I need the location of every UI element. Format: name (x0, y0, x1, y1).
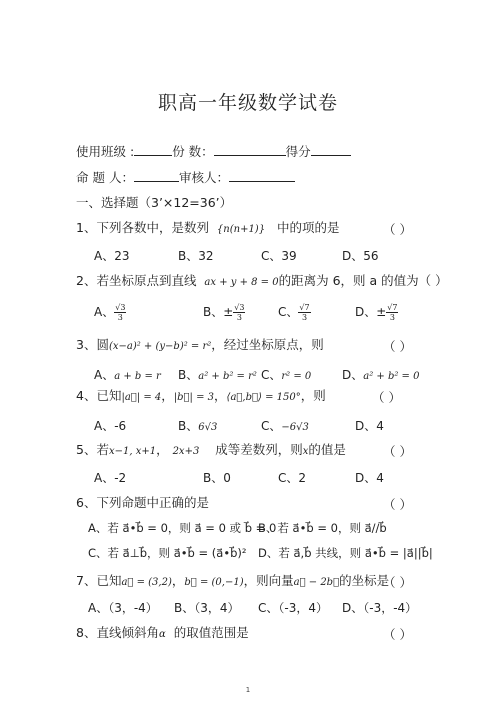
question-2-stem: 2、若坐标原点到直线 ax + y + 8 = 0的距离为 6，则 a 的值为（ ） (76, 273, 448, 288)
question-8-stem: 8、直线倾斜角α 的取值范围是 (76, 625, 249, 640)
question-2-option-b[interactable]: B、± $\frac{√3}{3}$ (203, 303, 245, 322)
question-2-option-c-fraction: $\frac{√7}{3}$ (299, 303, 310, 322)
author-label: 命 题 人： (76, 170, 134, 185)
page-number: 1 (245, 686, 251, 694)
question-5-option-c[interactable]: C、2 (278, 471, 307, 485)
question-3-formula: (x−a)² + (y−b)² = r² (108, 341, 212, 352)
question-7-stem: 7、已知a⃗ = (3,2)，b⃗ = (0,−1)，则向量a⃗ − 2b⃗的坐标是 (76, 573, 390, 588)
class-label: 使用班级 : (76, 144, 135, 159)
question-2-option-b-fraction: $\frac{√3}{3}$ (234, 303, 245, 322)
question-2-option-d-fraction: $\frac{√7}{3}$ (387, 303, 398, 322)
question-3-option-d[interactable]: D、a² + b² = 0 (342, 368, 420, 382)
question-5-answer-paren[interactable]: （ ） (383, 444, 412, 459)
question-7-option-a[interactable]: A、（3，-4） (88, 601, 158, 615)
question-6-stem: 6、下列命题中正确的是 (76, 495, 209, 510)
question-5-option-d[interactable]: D、4 (355, 471, 384, 485)
question-7-option-b[interactable]: B、（3，4） (174, 601, 240, 615)
copies-blank[interactable] (214, 143, 286, 156)
question-1-option-b[interactable]: B、32 (178, 249, 214, 263)
copies-label: 份 数： (172, 144, 214, 159)
question-7-option-d[interactable]: D、（-3，-4） (342, 601, 418, 615)
author-blank[interactable] (134, 169, 179, 182)
question-2-option-a[interactable]: A、 $\frac{√3}{3}$ (94, 303, 126, 322)
question-7-answer-paren[interactable]: （ ） (383, 575, 412, 590)
question-2-option-c[interactable]: C、 $\frac{√7}{3}$ (278, 303, 310, 322)
question-4-stem: 4、已知|a⃗| = 4，|b⃗| = 3，⟨a⃗,b⃗⟩ = 150°，则 (76, 388, 326, 403)
question-2-formula: ax + y + 8 = 0 (204, 277, 279, 288)
question-5-option-b[interactable]: B、0 (203, 471, 231, 485)
page-title: 职高一年级数学试卷 (157, 92, 338, 114)
question-4-option-c[interactable]: C、−6√3 (261, 419, 309, 433)
question-1-option-a[interactable]: A、23 (94, 249, 130, 263)
question-6-answer-paren[interactable]: （ ） (383, 497, 412, 512)
question-3-stem: 3、圆(x−a)² + (y−b)² = r²，经过坐标原点，则 (76, 337, 324, 352)
author-info-line (76, 169, 295, 186)
question-5-stem: 5、若x−1, x+1， 2x+3 成等差数列，则x的值是 (76, 442, 346, 457)
question-1-stem: 1、下列各数中，是数列 {n(n+1)} 中的项的是 (76, 220, 340, 235)
question-6-option-d[interactable]: D、若 a⃗,b⃗ 共线，则 a⃗•b⃗ = |a⃗||b⃗| (258, 546, 433, 560)
question-3-option-b[interactable]: B、a² + b² = r² (178, 368, 257, 382)
question-3-answer-paren[interactable]: （ ） (383, 339, 412, 354)
question-1-answer-paren[interactable]: （ ） (383, 222, 412, 237)
class-blank[interactable] (134, 143, 172, 156)
question-2-option-a-fraction: $\frac{√3}{3}$ (115, 303, 126, 322)
question-6-option-b[interactable]: B、若 a⃗•b⃗ = 0，则 a⃗//b⃗ (258, 521, 387, 535)
class-info-line (76, 143, 351, 160)
question-3-option-a[interactable]: A、a + b = r (94, 368, 161, 382)
reviewer-label: 审核人： (178, 170, 229, 185)
question-1-formula: {n(n+1)} (216, 224, 266, 235)
question-1-option-d[interactable]: D、56 (342, 249, 379, 263)
question-2-option-d[interactable]: D、± $\frac{√7}{3}$ (355, 303, 398, 322)
question-4-option-b[interactable]: B、6√3 (178, 419, 218, 433)
score-label: 得分 (285, 144, 311, 159)
reviewer-blank[interactable] (229, 169, 295, 182)
question-8-answer-paren[interactable]: （ ） (383, 627, 412, 642)
question-6-option-a[interactable]: A、若 a⃗•b⃗ = 0，则 a⃗ = 0 或 b⃗ = 0 (88, 521, 277, 535)
question-4-option-d[interactable]: D、4 (355, 419, 384, 433)
question-1-option-c[interactable]: C、39 (261, 249, 297, 263)
question-7-option-c[interactable]: C、（-3，4） (258, 601, 328, 615)
question-4-option-a[interactable]: A、-6 (94, 419, 127, 433)
question-5-option-a[interactable]: A、-2 (94, 471, 127, 485)
question-4-answer-paren[interactable]: （ ） (372, 390, 401, 405)
score-blank[interactable] (311, 143, 351, 156)
question-6-option-c[interactable]: C、若 a⃗⊥b⃗，则 a⃗•b⃗ = (a⃗•b⃗)² (88, 546, 247, 560)
question-3-option-c[interactable]: C、r² = 0 (261, 368, 312, 382)
section-heading: 一、选择题（3’×12=36’） (76, 195, 233, 210)
